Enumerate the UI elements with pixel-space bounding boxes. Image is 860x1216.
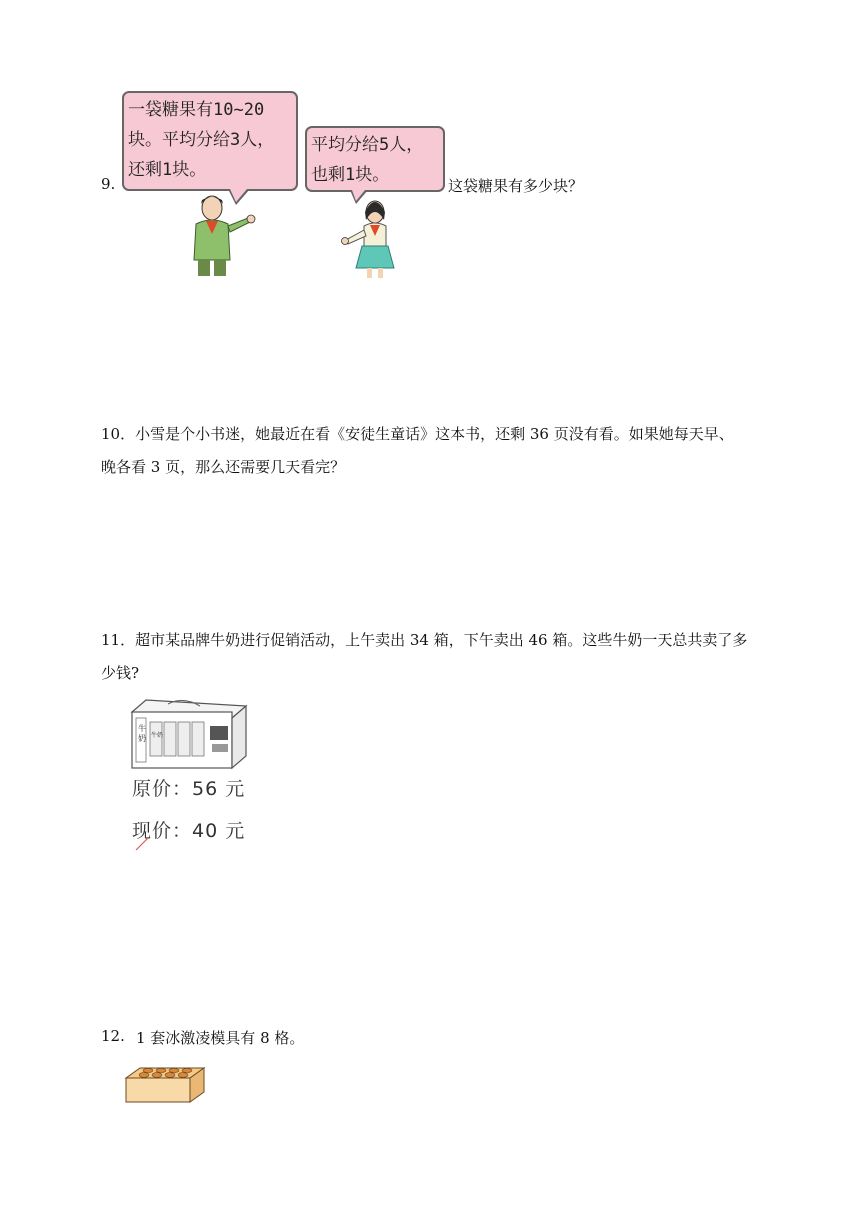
milk-box-illustration (128, 698, 250, 770)
bubble-line: 还剩1块。 (128, 160, 207, 180)
question-11 (101, 624, 781, 690)
speech-bubble-boy (122, 91, 298, 191)
ice-cream-mold-illustration (124, 1066, 206, 1104)
question-line: 晚各看 3 页，那么还需要几天看完？ (101, 458, 346, 476)
bubble-line: 平均分给5人， (311, 135, 424, 155)
girl-illustration (338, 198, 410, 278)
bubble-line: 一袋糖果有10~20 (128, 100, 265, 120)
carton-label: 牛奶 (151, 732, 164, 739)
box-label: 牛奶 (138, 724, 146, 743)
boy-illustration (188, 194, 260, 276)
question-number: 12. (101, 1027, 125, 1045)
current-price: 现价：40 元 (132, 820, 246, 842)
question-number: 9. (101, 175, 116, 193)
question-line: 11．超市某品牌牛奶进行促销活动，上午卖出 34 箱，下午卖出 46 箱。这些牛奶一天总共卖了多 (101, 631, 748, 649)
question-line: 10．小雪是个小书迷，她最近在看《安徒生童话》这本书，还剩 36 页没有看。如果她每天早、 (101, 425, 734, 443)
question-10 (101, 418, 781, 484)
bubble-line: 也剩1块。 (311, 165, 390, 185)
question-line: 少钱? (101, 664, 140, 682)
question-text: 1 套冰激凌模具有 8 格。 (136, 1029, 305, 1047)
red-stroke-mark (134, 836, 154, 852)
speech-bubble-girl (305, 126, 445, 192)
question-text: 这袋糖果有多少块？ (448, 177, 584, 195)
bubble-line: 块。平均分给3人， (128, 130, 275, 150)
original-price: 原价：56 元 (132, 778, 246, 800)
